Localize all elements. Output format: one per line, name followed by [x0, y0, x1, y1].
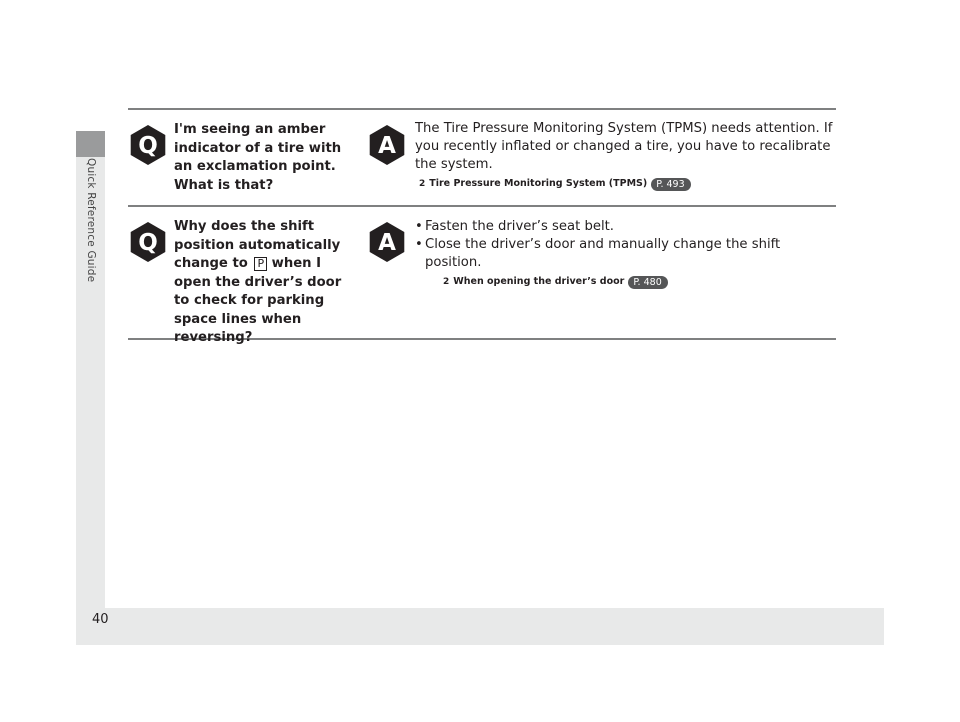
- page-number: 40: [92, 612, 109, 627]
- question-2-text-a: Why does the shift position automatically change to: [174, 219, 341, 271]
- q-icon: [128, 125, 168, 165]
- question-2-text-b: when I open the driver’s door to check for parking space lines when reversing?: [174, 256, 342, 345]
- svg-text:A: A: [378, 230, 396, 256]
- reference-text: When opening the driver’s door: [453, 276, 625, 287]
- svg-text:A: A: [378, 133, 396, 159]
- reference-link-1[interactable]: [419, 175, 835, 193]
- a-icon: [367, 222, 407, 262]
- bullet-icon: •: [415, 219, 423, 234]
- divider-middle: [128, 205, 836, 207]
- answer-1: [415, 120, 835, 193]
- bullet-text: Fasten the driver’s seat belt.: [425, 219, 614, 234]
- question-1: I'm seeing an amber indicator of a tire with an exclamation point. What is that?: [174, 122, 342, 193]
- footer-bar: [105, 608, 884, 645]
- question-2: [174, 218, 356, 348]
- q-icon: [128, 222, 168, 262]
- reference-link-2[interactable]: [443, 273, 835, 291]
- sidebar-tab: [76, 131, 105, 157]
- answer-1-text: The Tire Pressure Monitoring System (TPMS) needs attention. If you recently inflated or changed a tire, you have to recalibrate the system.: [415, 121, 833, 172]
- answer-2: [415, 218, 835, 291]
- page-reference-pill: P. 480: [628, 276, 667, 289]
- divider-top: [128, 108, 836, 110]
- svg-text:Q: Q: [138, 133, 158, 159]
- reference-text: Tire Pressure Monitoring System (TPMS): [429, 178, 648, 189]
- sidebar-label: Quick Reference Guide: [85, 158, 97, 283]
- park-position-indicator: P: [254, 257, 267, 271]
- answer-bullet: [415, 218, 835, 236]
- a-icon: [367, 125, 407, 165]
- page-reference-pill: P. 493: [651, 178, 690, 191]
- svg-text:Q: Q: [138, 230, 158, 256]
- answer-bullet: [415, 236, 835, 272]
- reference-arrow-icon: 2: [419, 179, 426, 189]
- bullet-text: Close the driver’s door and manually change the shift position.: [425, 237, 781, 270]
- reference-arrow-icon: 2: [443, 277, 450, 287]
- bullet-icon: •: [415, 237, 423, 252]
